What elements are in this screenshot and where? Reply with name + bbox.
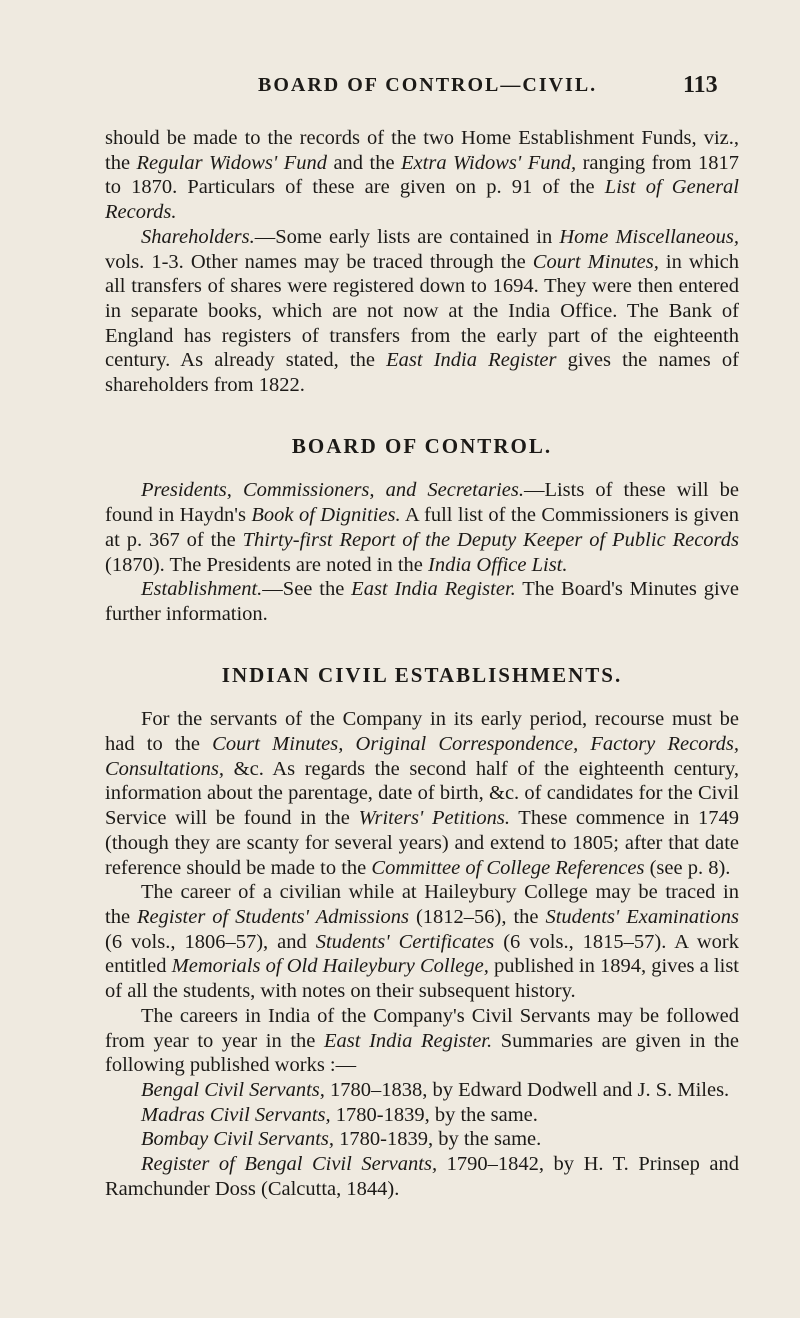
list-item-bombay: Bombay Civil Servants, 1780-1839, by the same. bbox=[141, 1128, 542, 1151]
list-item-bengal: Bengal Civil Servants, 1780–1838, by Edward Dodwell and J. S. Miles. bbox=[141, 1078, 730, 1101]
page-header bbox=[0, 74, 800, 106]
paragraph-haileybury: The career of a civilian while at Haileybury College may be traced in the Register of Students' Admissions (1812–56), the Students' Examinations (6 vols., 1806–57), and Students' Certificates (6 vols., 1815–57). A work entitled Memorials of Old Haileybury College, published in 1894, gives a list of all the students, with notes on their subsequent history. bbox=[105, 881, 740, 1003]
section-heading-board-of-control: BOARD OF CONTROL. bbox=[291, 433, 553, 458]
list-item-madras: Madras Civil Servants, 1780-1839, by the same. bbox=[141, 1103, 538, 1126]
paragraph-careers: The careers in India of the Company's Civil Servants may be followed from year to year in the East India Register. Summaries are given in the following published works :— bbox=[105, 1004, 739, 1077]
page-body bbox=[105, 126, 739, 1201]
list-item-register-bengal: Register of Bengal Civil Servants, 1790–1842, by H. T. Prinsep and Ramchunder Doss (Calcutta, 1844). bbox=[105, 1153, 739, 1200]
page-number: 113 bbox=[683, 72, 718, 98]
paragraph-company-servants: For the servants of the Company in its early period, recourse must be had to the Court Minutes, Original Correspondence, Factory Records, Consultations, &c. As regards the second half of the eighteenth century, information about the parentage, date of birth, &c. of candidates for the Civil Service will be found in the Writers' Petitions. These commence in 1749 (though they are scanty for several years) and extend to 1805; after that date reference should be made to the Committee of College References (see p. 8). bbox=[105, 708, 739, 879]
paragraph-establishment: Establishment.—See the East India Register. The Board's Minutes give further information. bbox=[105, 578, 740, 625]
paragraph-home-funds: should be made to the records of the two Home Establishment Funds, viz., the Regular Widows' Fund and the Extra Widows' Fund, ranging from 1817 to 1870. Particulars of these are given on p. 91 of the List of General Records. bbox=[105, 127, 739, 224]
running-title: BOARD OF CONTROL—CIVIL. bbox=[258, 74, 598, 96]
paragraph-presidents: Presidents, Commissioners, and Secretaries.—Lists of these will be found in Haydn's Book of Dignities. A full list of the Commissioners is given at p. 367 of the Thirty-first Report of the Deputy Keeper of Public Records (1870). The Presidents are noted in the India Office List. bbox=[105, 479, 740, 576]
section-heading-indian-civil: INDIAN CIVIL ESTABLISHMENTS. bbox=[221, 662, 623, 687]
paragraph-shareholders: Shareholders.—Some early lists are contained in Home Miscellaneous, vols. 1-3. Other names may be traced through the Court Minutes, in which all transfers of shares were registered down to 1694. They were then entered in separate books, which are not now at the India Office. The Bank of England has registers of transfers from the early part of the eighteenth century. As already stated, the East India Register gives the names of shareholders from 1822. bbox=[105, 225, 740, 397]
